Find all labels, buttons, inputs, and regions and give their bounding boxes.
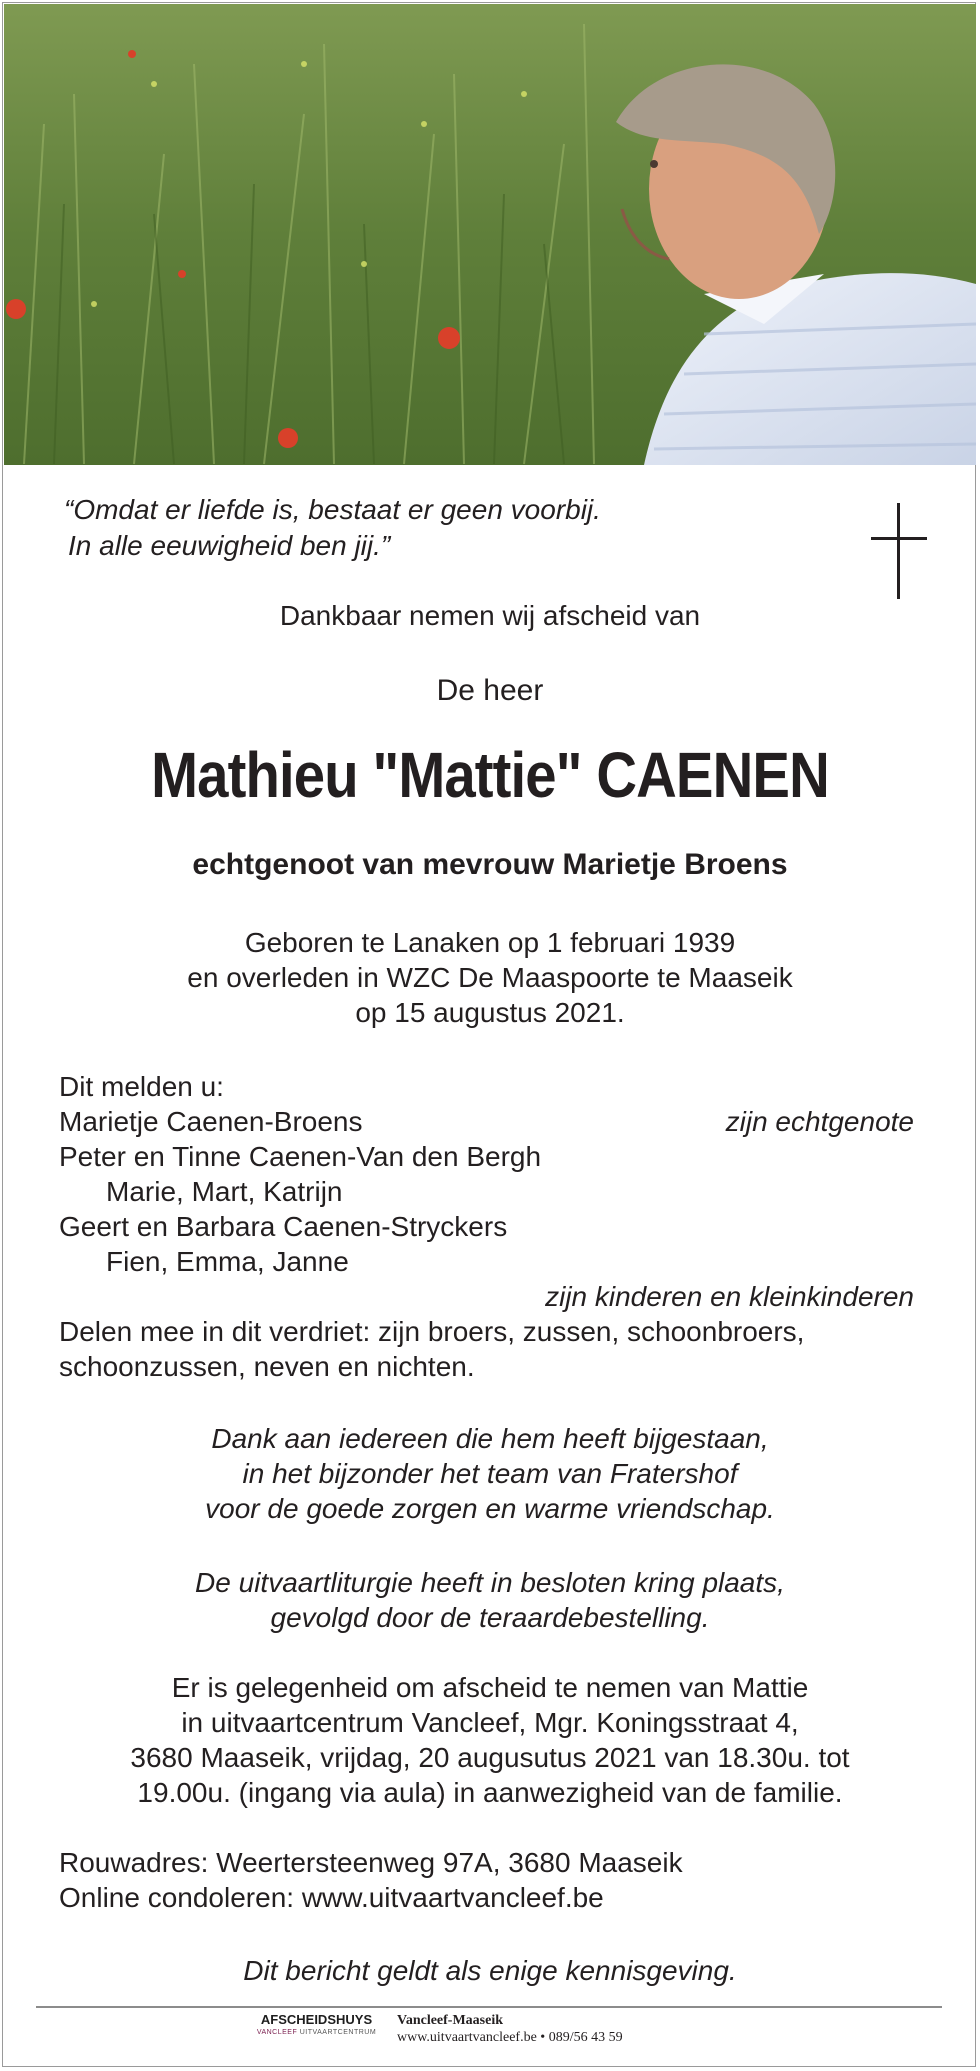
cross-icon bbox=[871, 503, 927, 599]
dates-line: Geboren te Lanaken op 1 februari 1939 bbox=[244, 927, 736, 958]
online-condolence: Online condoleren: www.uitvaartvancleef.be bbox=[59, 1882, 604, 1913]
footer-info bbox=[397, 2012, 623, 2046]
thanks-line: in het bijzonder het team van Fratershof bbox=[242, 1458, 738, 1489]
family-role: zijn echtgenote bbox=[725, 1106, 914, 1137]
family-heading: Dit melden u: bbox=[59, 1071, 224, 1102]
logo-main: AFSCHEIDSHUYS bbox=[260, 2012, 373, 2027]
liturgy-line: De uitvaartliturgie heeft in besloten kring plaats, bbox=[195, 1567, 785, 1598]
company-contact: www.uitvaartvancleef.be • 089/56 43 59 bbox=[397, 2030, 623, 2045]
notice-text: Dit bericht geldt als enige kennisgeving. bbox=[243, 1955, 737, 1986]
family-role: zijn kinderen en kleinkinderen bbox=[545, 1281, 914, 1312]
logo-sub1: VANCLEEF bbox=[256, 2029, 298, 2036]
divider bbox=[36, 2006, 942, 2008]
quote-line: “Omdat er liefde is, bestaat er geen voorbij. bbox=[64, 494, 601, 525]
company-name: Vancleef-Maaseik bbox=[397, 2013, 504, 2028]
grandchildren: Marie, Mart, Katrijn bbox=[106, 1176, 343, 1207]
dates-line: en overleden in WZC De Maaspoorte te Maaseik bbox=[187, 962, 793, 993]
mourning-address: Rouwadres: Weertersteenweg 97A, 3680 Maaseik bbox=[59, 1847, 683, 1878]
visitation-line: Er is gelegenheid om afscheid te nemen van Mattie bbox=[171, 1672, 809, 1703]
liturgy-line: gevolgd door de teraardebestelling. bbox=[270, 1602, 710, 1633]
family-member: Peter en Tinne Caenen-Van den Bergh bbox=[59, 1141, 542, 1172]
share-line: schoonzussen, neven en nichten. bbox=[59, 1351, 475, 1382]
visitation-line: 19.00u. (ingang via aula) in aanwezigheid van de familie. bbox=[137, 1777, 843, 1808]
footer bbox=[254, 2012, 774, 2052]
family-list bbox=[59, 1069, 914, 1384]
liturgy-text bbox=[0, 1565, 980, 1635]
deceased-name: Mathieu "Mattie" CAENEN bbox=[151, 739, 829, 811]
logo-sub bbox=[254, 2029, 379, 2036]
family-row bbox=[59, 1104, 914, 1139]
portrait-photo bbox=[4, 4, 976, 465]
family-member: Marietje Caenen-Broens bbox=[59, 1106, 363, 1137]
visitation-text bbox=[0, 1670, 980, 1810]
quote-line: In alle eeuwigheid ben jij.” bbox=[68, 530, 391, 561]
opening-quote bbox=[64, 492, 601, 564]
thanks-line: Dank aan iedereen die hem heeft bijgestaan, bbox=[211, 1423, 769, 1454]
thanks-line: voor de goede zorgen en warme vriendschap. bbox=[205, 1493, 775, 1524]
dates-line: op 15 augustus 2021. bbox=[355, 997, 625, 1028]
honorific: De heer bbox=[436, 674, 544, 707]
logo-sub2: UITVAARTCENTRUM bbox=[299, 2029, 377, 2036]
family-member: Geert en Barbara Caenen-Stryckers bbox=[59, 1211, 508, 1242]
thanks-text bbox=[0, 1421, 980, 1526]
share-line: Delen mee in dit verdriet: zijn broers, zussen, schoonbroers, bbox=[59, 1316, 805, 1347]
visitation-line: 3680 Maaseik, vrijdag, 20 augusutus 2021 van 18.30u. tot bbox=[130, 1742, 850, 1773]
address-block bbox=[59, 1845, 683, 1915]
funeral-home-logo bbox=[254, 2012, 379, 2036]
birth-death-dates bbox=[0, 925, 980, 1030]
spouse-line: echtgenoot van mevrouw Marietje Broens bbox=[192, 848, 788, 881]
visitation-line: in uitvaartcentrum Vancleef, Mgr. Koningsstraat 4, bbox=[181, 1707, 799, 1738]
intro-text: Dankbaar nemen wij afscheid van bbox=[279, 600, 701, 631]
grandchildren: Fien, Emma, Janne bbox=[106, 1246, 349, 1277]
